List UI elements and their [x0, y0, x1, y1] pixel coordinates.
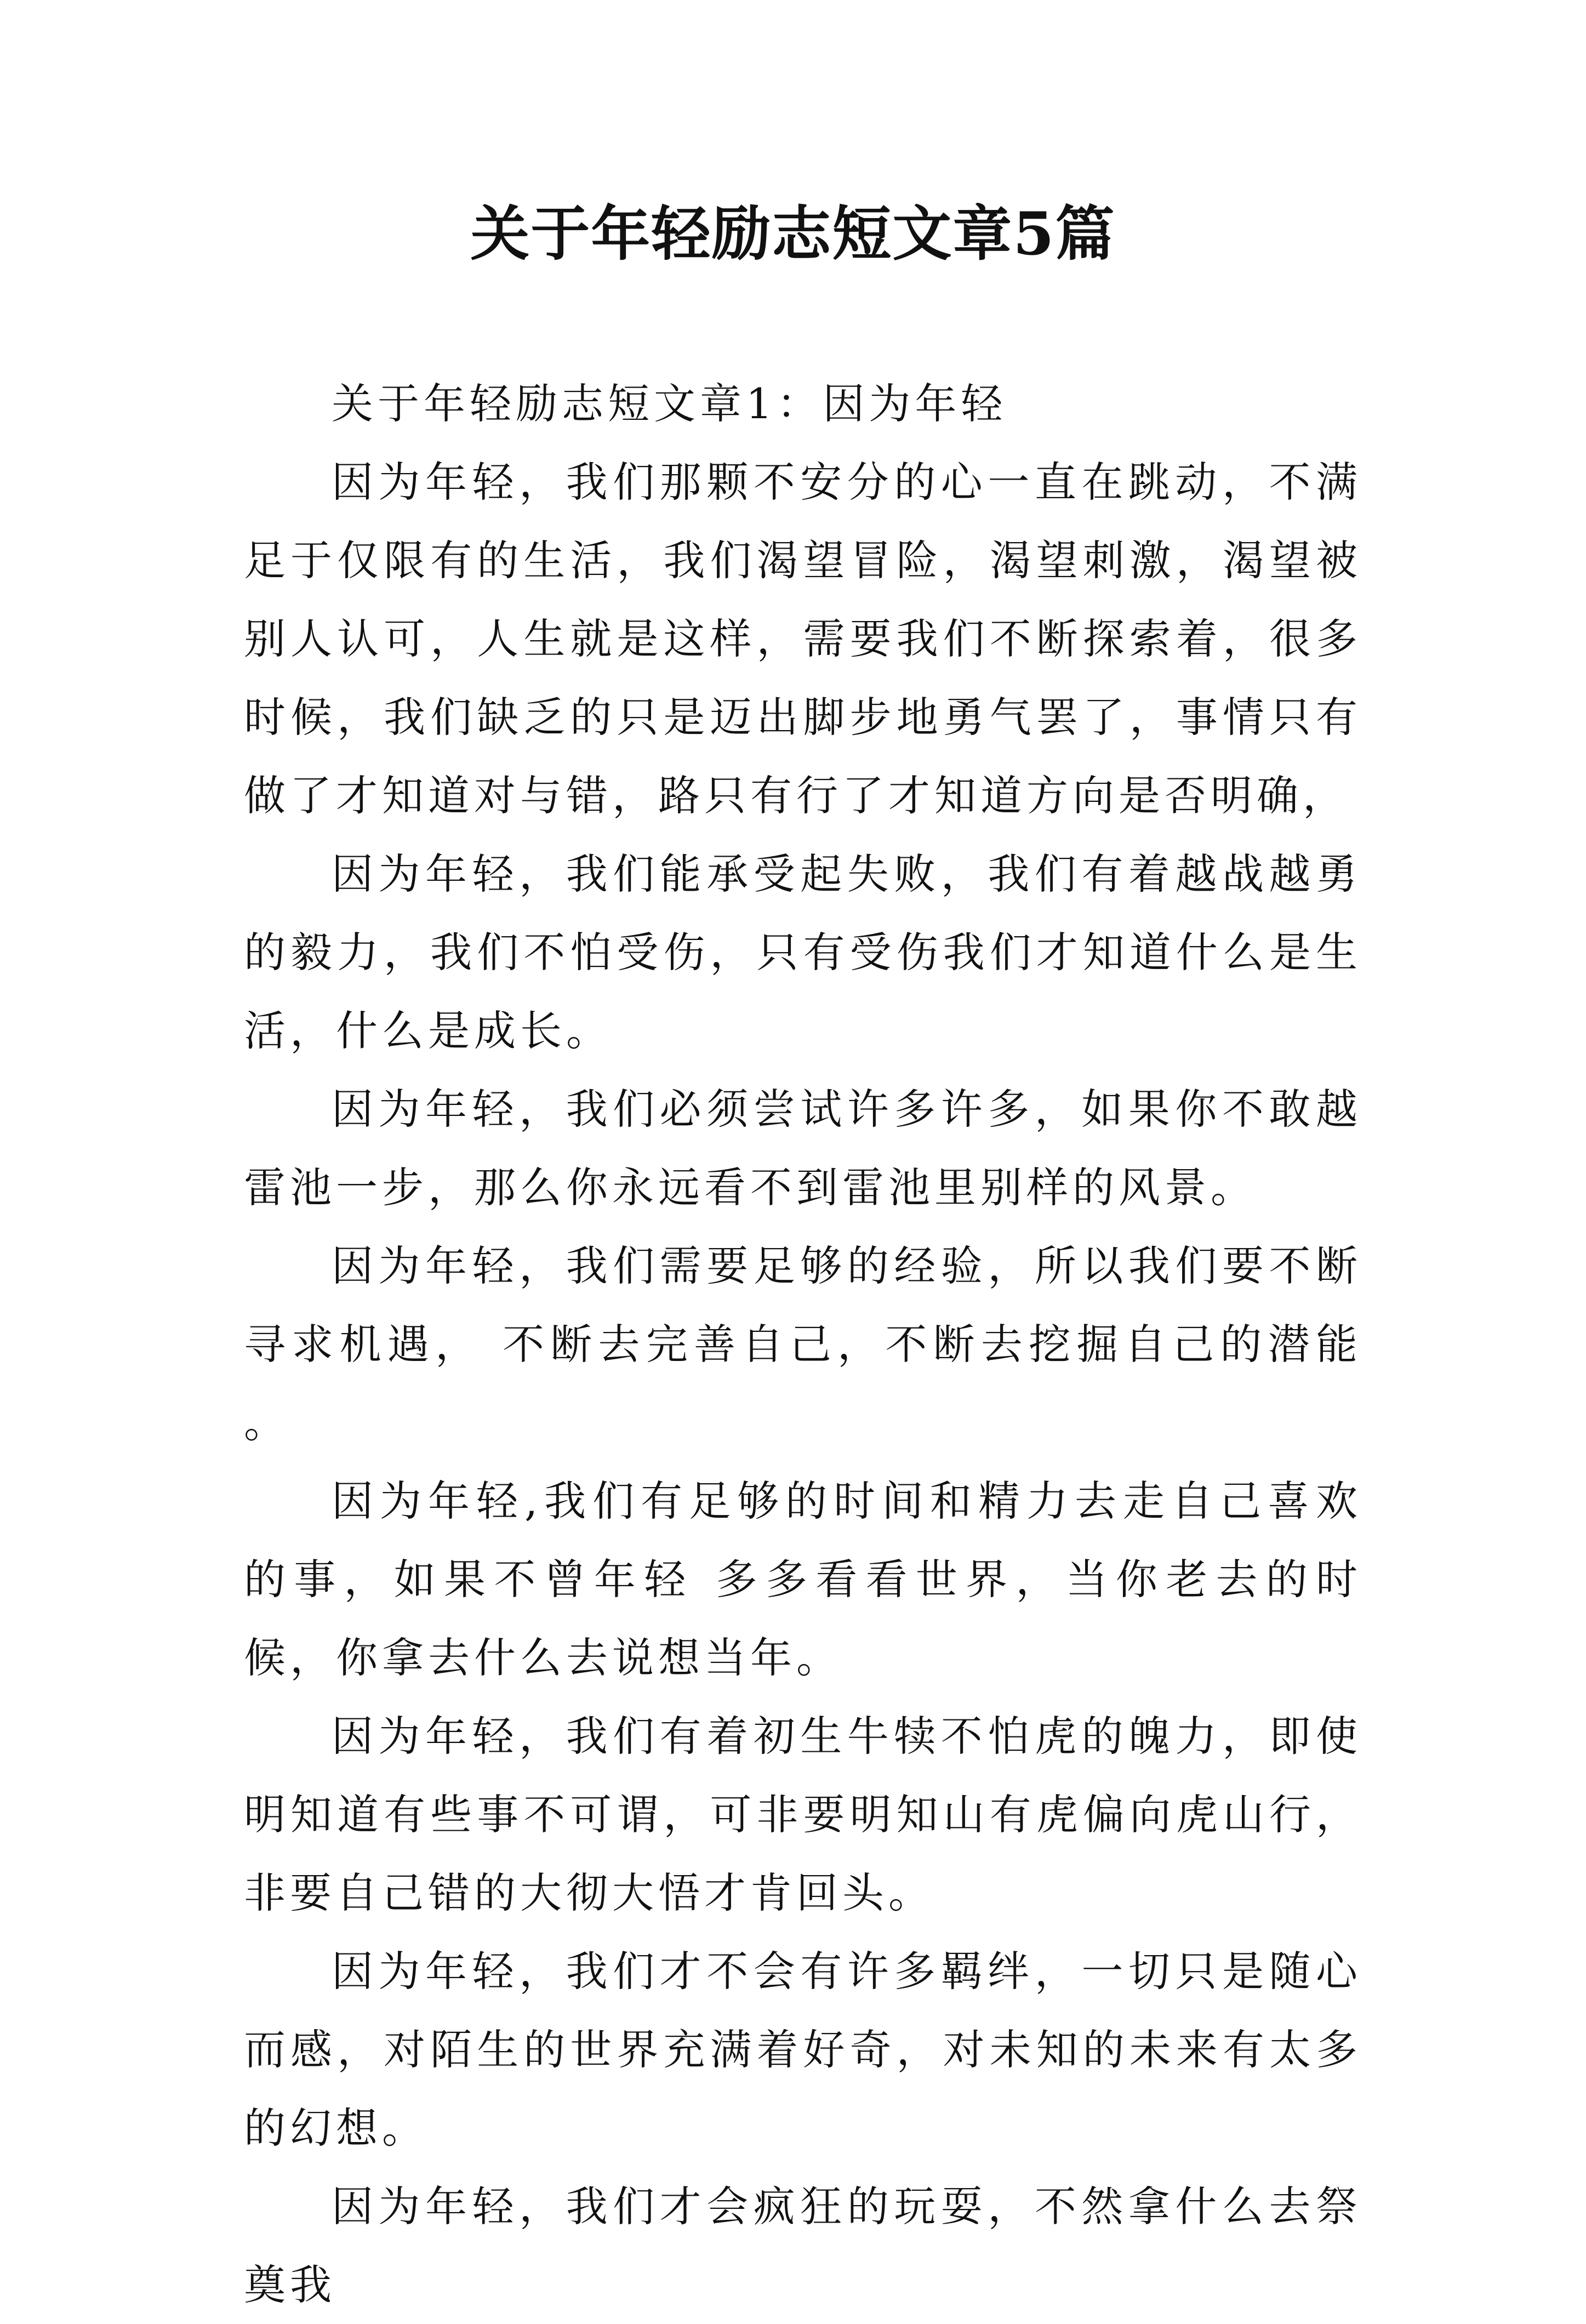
paragraph: 因为年轻，我们才不会有许多羁绊，一切只是随心而感，对陌生的世界充满着好奇，对未知的未来有太多的幻想。	[244, 1947, 1362, 2152]
paragraph: 因为年轻，我们那颗不安分的心一直在跳动，不满足于仅限有的生活，我们渴望冒险，渴望刺激，渴望被别人认可，人生就是这样，需要我们不断探索着，很多时候，我们缺乏的只是迈出脚步地勇气罢了，事情只有做了才知道对与错，路只有行了才知道方向是否明确，	[244, 458, 1362, 820]
paragraph: 因为年轻,我们有足够的时间和精力去走自己喜欢的事，如果不曾年轻 多多看看世界，当你老去的时候，你拿去什么去说想当年。	[244, 1477, 1362, 1682]
paragraph: 因为年轻，我们才会疯狂的玩耍，不然拿什么去祭奠我	[244, 2182, 1362, 2309]
paragraph: 因为年轻，我们需要足够的经验，所以我们要不断寻求机遇， 不断去完善自己，不断去挖掘自己的潜能 。	[244, 1241, 1362, 1447]
section-heading: 关于年轻励志短文章1：因为年轻	[332, 379, 1007, 428]
paragraph: 因为年轻，我们能承受起失败，我们有着越战越勇的毅力，我们不怕受伤，只有受伤我们才知道什么是生活，什么是成长。	[244, 850, 1362, 1055]
document-title: 关于年轻励志短文章5篇	[470, 200, 1116, 269]
paragraph: 因为年轻，我们必须尝试许多许多，如果你不敢越雷池一步，那么你永远看不到雷池里别样的风景。	[244, 1085, 1362, 1212]
document-body	[244, 364, 1362, 2324]
paragraph: 因为年轻，我们有着初生牛犊不怕虎的魄力，即使明知道有些事不可谓，可非要明知山有虎偏向虎山行，非要自己错的大彻大悟才肯回头。	[244, 1712, 1362, 1917]
